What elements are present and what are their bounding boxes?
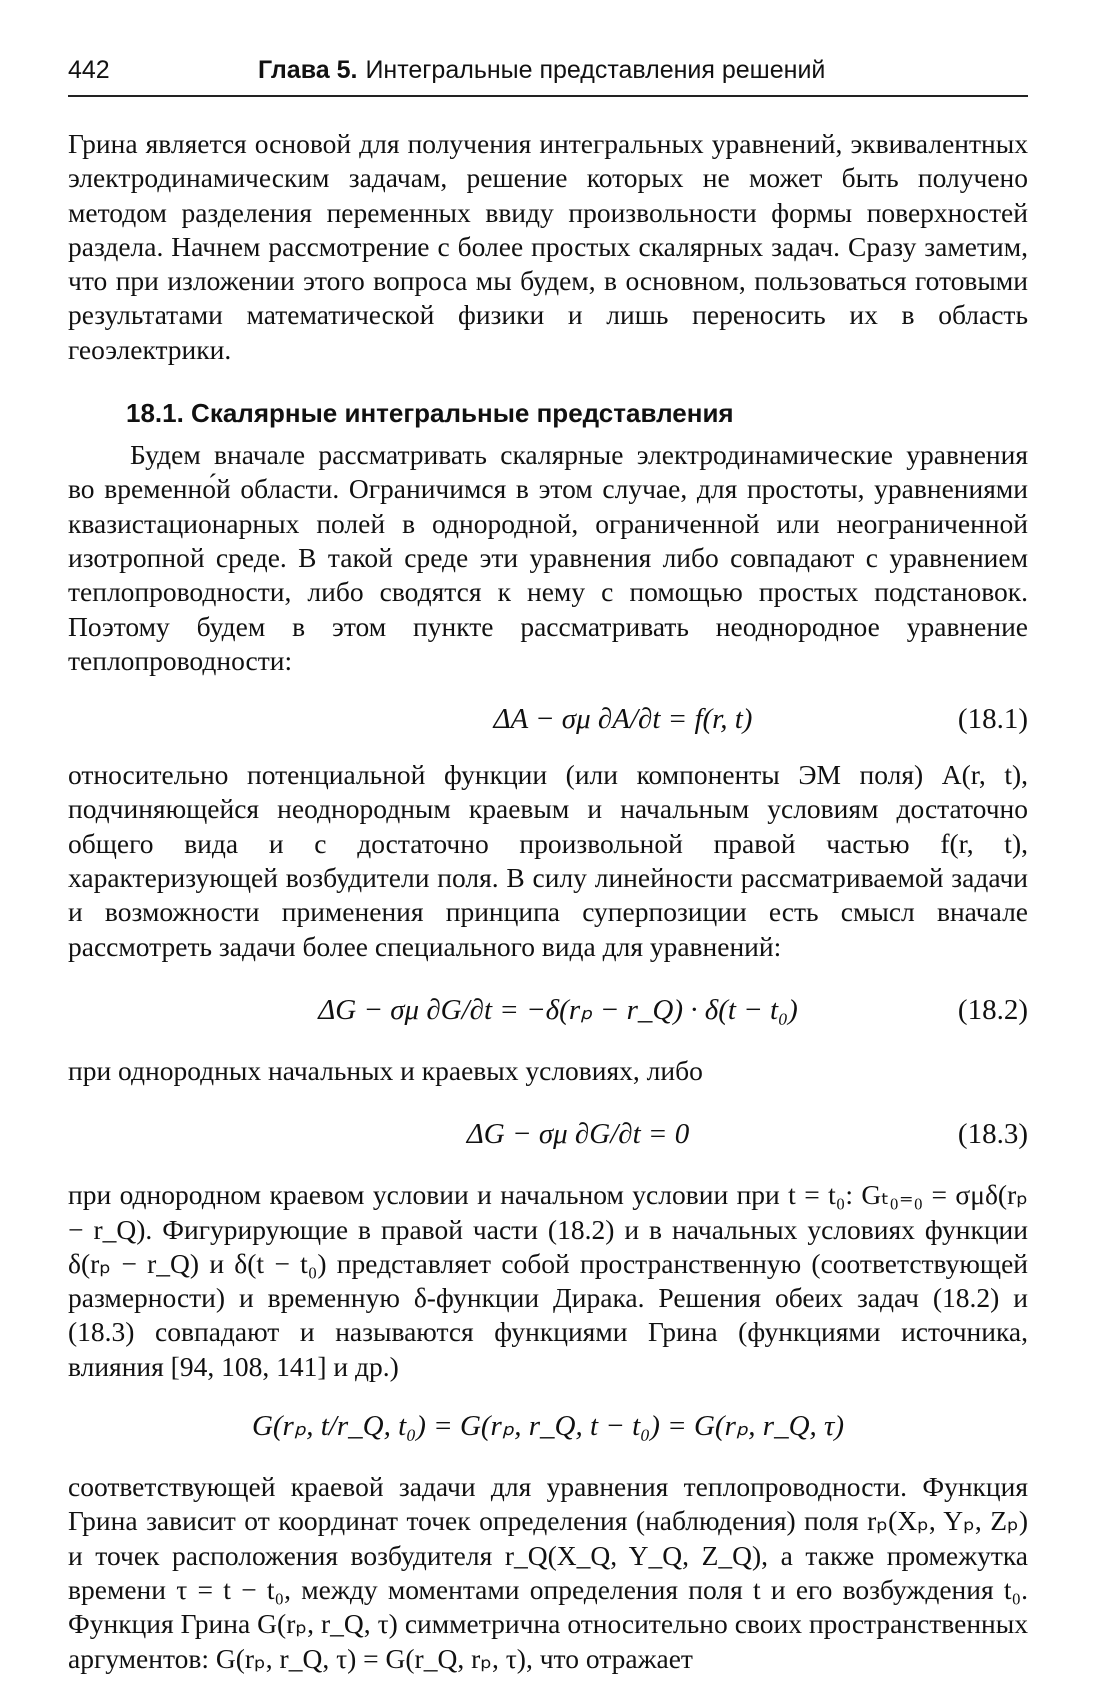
equation-18-2: [68, 970, 1028, 1050]
paragraph-intro: Грина является основой для получения интегральных уравнений, эквивалентных электродинамическим задачам, решение которых не может быть получено методом разделения переменных ввиду произвольности формы поверхностей раздела. Начнем рассмотрение с более простых скалярных задач. Сразу заметим, что при изложении этого вопроса мы будем, в основном, пользоваться готовыми результатами математической физики и лишь переносить их в область геоэлектрики.: [68, 128, 1028, 365]
equation-expression: ΔA − σμ ∂A/∂t = f(r, t): [493, 703, 753, 736]
paragraph-homogeneous-conditions: при однородных начальных и краевых условиях, либо: [68, 1054, 703, 1086]
section-heading: 18.1. Скалярные интегральные представления: [126, 398, 734, 429]
page-number: 442: [68, 56, 110, 84]
chapter-title: Интегральные представления решений: [365, 56, 826, 84]
equation-number: (18.1): [957, 703, 1028, 736]
equation-number: (18.3): [957, 1118, 1028, 1151]
running-header: [68, 56, 1028, 97]
paragraph-dirac-functions: при однородном краевом условии и начальном условии при t = t₀: Gₜ₀₌₀ = σμδ(rₚ − r_Q). Фигурирующие в правой части (18.2) и в начальных условиях функции δ(rₚ − r_Q) и δ(t − t₀) представляет собой пространственную (соответствующей размерности) и временную δ-функции Дирака. Решения обеих задач (18.2) и (18.3) совпадают и называются функциями Грина (функциями источника, влияния [94, 108, 141] и др.): [68, 1179, 1028, 1382]
equation-18-1: [68, 682, 1028, 756]
chapter-label: Глава 5.: [258, 56, 358, 84]
equation-number: (18.2): [957, 993, 1028, 1026]
equation-expression: G(rₚ, t/r_Q, t₀) = G(rₚ, r_Q, t − t₀) = G(rₚ, r_Q, τ): [251, 1410, 845, 1443]
equation-expression: ΔG − σμ ∂G/∂t = −δ(rₚ − r_Q) · δ(t − t₀): [318, 993, 798, 1026]
equation-green-function: [68, 1396, 1028, 1456]
equation-18-3: [68, 1094, 1028, 1174]
paragraph-heat-equation: Будем вначале рассматривать скалярные электродинамические уравнения во временно́й области. Ограничимся в этом случае, для простоты, уравнениями квазистационарных полей в однородной, ограниченной или неограниченной изотропной среде. В такой среде эти уравнения либо совпадают с уравнением теплопроводности, либо сводятся к нему с помощью простых подстановок. Поэтому будем в этом пункте рассматривать неоднородное уравнение теплопроводности:: [68, 439, 1028, 676]
equation-expression: ΔG − σμ ∂G/∂t = 0: [466, 1118, 690, 1151]
paragraph-potential-function: относительно потенциальной функции (или компоненты ЭМ поля) A(r, t), подчиняющейся неоднородным краевым и начальным условиям достаточно общего вида и с достаточно произвольной правой частью f(r, t), характеризующей возбудители поля. В силу линейности рассматриваемой задачи и возможности применения принципа суперпозиции есть смысл вначале рассмотреть задачи более специального вида для уравнений:: [68, 759, 1028, 962]
paragraph-green-symmetry: соответствующей краевой задачи для уравнения теплопроводности. Функция Грина зависит от координат точек определения (наблюдения) поля rₚ(Xₚ, Yₚ, Zₚ) и точек расположения возбудителя r_Q(X_Q, Y_Q, Z_Q), а также промежутка времени τ = t − t₀, между моментами определения поля t и его возбуждения t₀. Функция Грина G(rₚ, r_Q, τ) симметрична относительно своих пространственных аргументов: G(rₚ, r_Q, τ) = G(r_Q, rₚ, τ), что отражает: [68, 1471, 1028, 1674]
book-page: [68, 56, 1028, 1676]
